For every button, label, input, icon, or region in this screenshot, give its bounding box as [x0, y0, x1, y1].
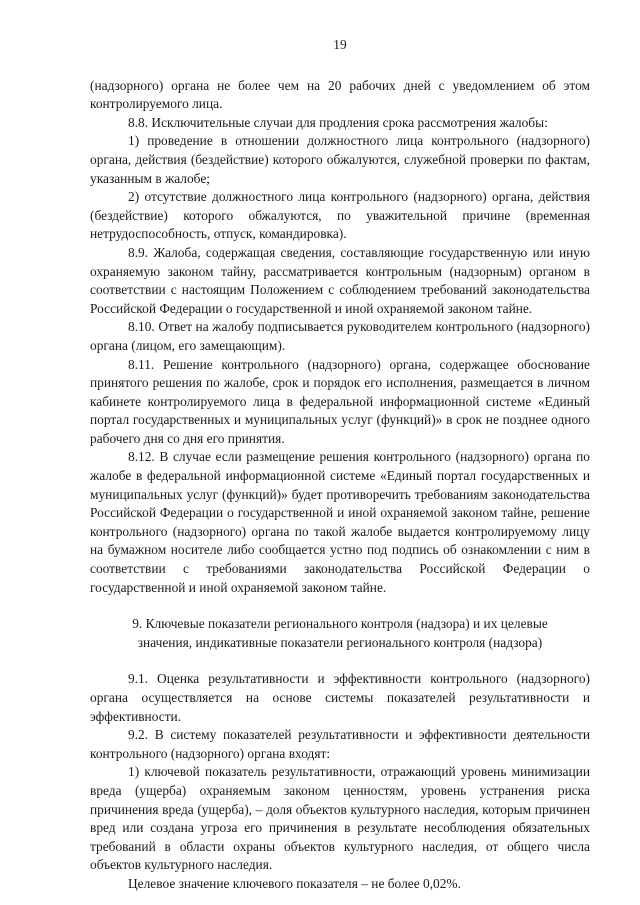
paragraph-9-1: 9.1. Оценка результативности и эффективности контрольного (надзорного) органа осуществляется на основе системы показателей результативности и эффективности. — [90, 671, 590, 724]
paragraph-8-9: 8.9. Жалоба, содержащая сведения, составляющие государственную или иную охраняемую законом тайну, рассматривается контрольным (надзорным) органом в соответствии с настоящим Положением с соблюдением требований законодательства Российской Федерации о государственной и иной охраняемой законом тайне. — [90, 244, 590, 316]
paragraph-continuation: (надзорного) органа не более чем на 20 рабочих дней с уведомлением об этом контролируемого лица. — [90, 77, 590, 112]
paragraph-target-value: Целевое значение ключевого показателя – не более 0,02%. — [128, 875, 461, 891]
page-number: 19 — [333, 37, 347, 52]
paragraph-8-10: 8.10. Ответ на жалобу подписывается руководителем контрольного (надзорного) органа (лицом, его замещающим). — [90, 319, 590, 353]
paragraph-8-8-item-2: 2) отсутствие должностного лица контрольного (надзорного) органа, действия (бездействие) которого обжалуются, по уважительной причине (временная нетрудоспособность, отпуск, командировка). — [90, 189, 590, 242]
paragraph-9-2-item-1: 1) ключевой показатель результативности, отражающий уровень минимизации вреда (ущерба) охраняемым законом ценностям, уровень устранения риска причинения вреда (ущерба), – доля объектов культурного наследия, которым причинен вред или создана угроза его причинения в результате несоблюдения обязательных требований в области охраны объектов культурного наследия, от общего числа объектов культурного наследия. — [90, 764, 590, 873]
paragraph-9-2: 9.2. В систему показателей результативности и эффективности деятельности контрольного (надзорного) органа входят: — [90, 727, 590, 761]
paragraph-8-12: 8.12. В случае если размещение решения контрольного (надзорного) органа по жалобе в федеральной информационной системе «Единый портал государственных и муниципальных услуг (функций)» будет противоречить требованиям законодательства Российской Федерации о государственной и иной охраняемой законом тайне, решение контрольного (надзорного) органа по такой жалобе выдается контролируемому лицу на бумажном носителе либо сообщается устно под подпись об ознакомлении с ним в соответствии с требованиями законодательства Российской Федерации о государственной и иной охраняемой законом тайне. — [90, 449, 590, 595]
paragraph-8-8: 8.8. Исключительные случаи для продления срока рассмотрения жалобы: — [128, 114, 548, 130]
section-heading: 9. Ключевые показатели регионального контроля (надзора) и их целевые значения, индикативные показатели регионального контроля (надзора) — [132, 616, 548, 650]
paragraph-8-11: 8.11. Решение контрольного (надзорного) органа, содержащее обоснование принятого решения по жалобе, срок и порядок его исполнения, размещается в личном кабинете контролируемого лица в федеральной информационной системе «Единый портал государственных и муниципальных услуг (функций)» в срок не позднее одного рабочего дня со дня его принятия. — [90, 356, 590, 446]
paragraph-8-8-item-1: 1) проведение в отношении должностного лица контрольного (надзорного) органа, действия (бездействие) которого обжалуются, служебной проверки по фактам, указанным в жалобе; — [90, 133, 590, 186]
